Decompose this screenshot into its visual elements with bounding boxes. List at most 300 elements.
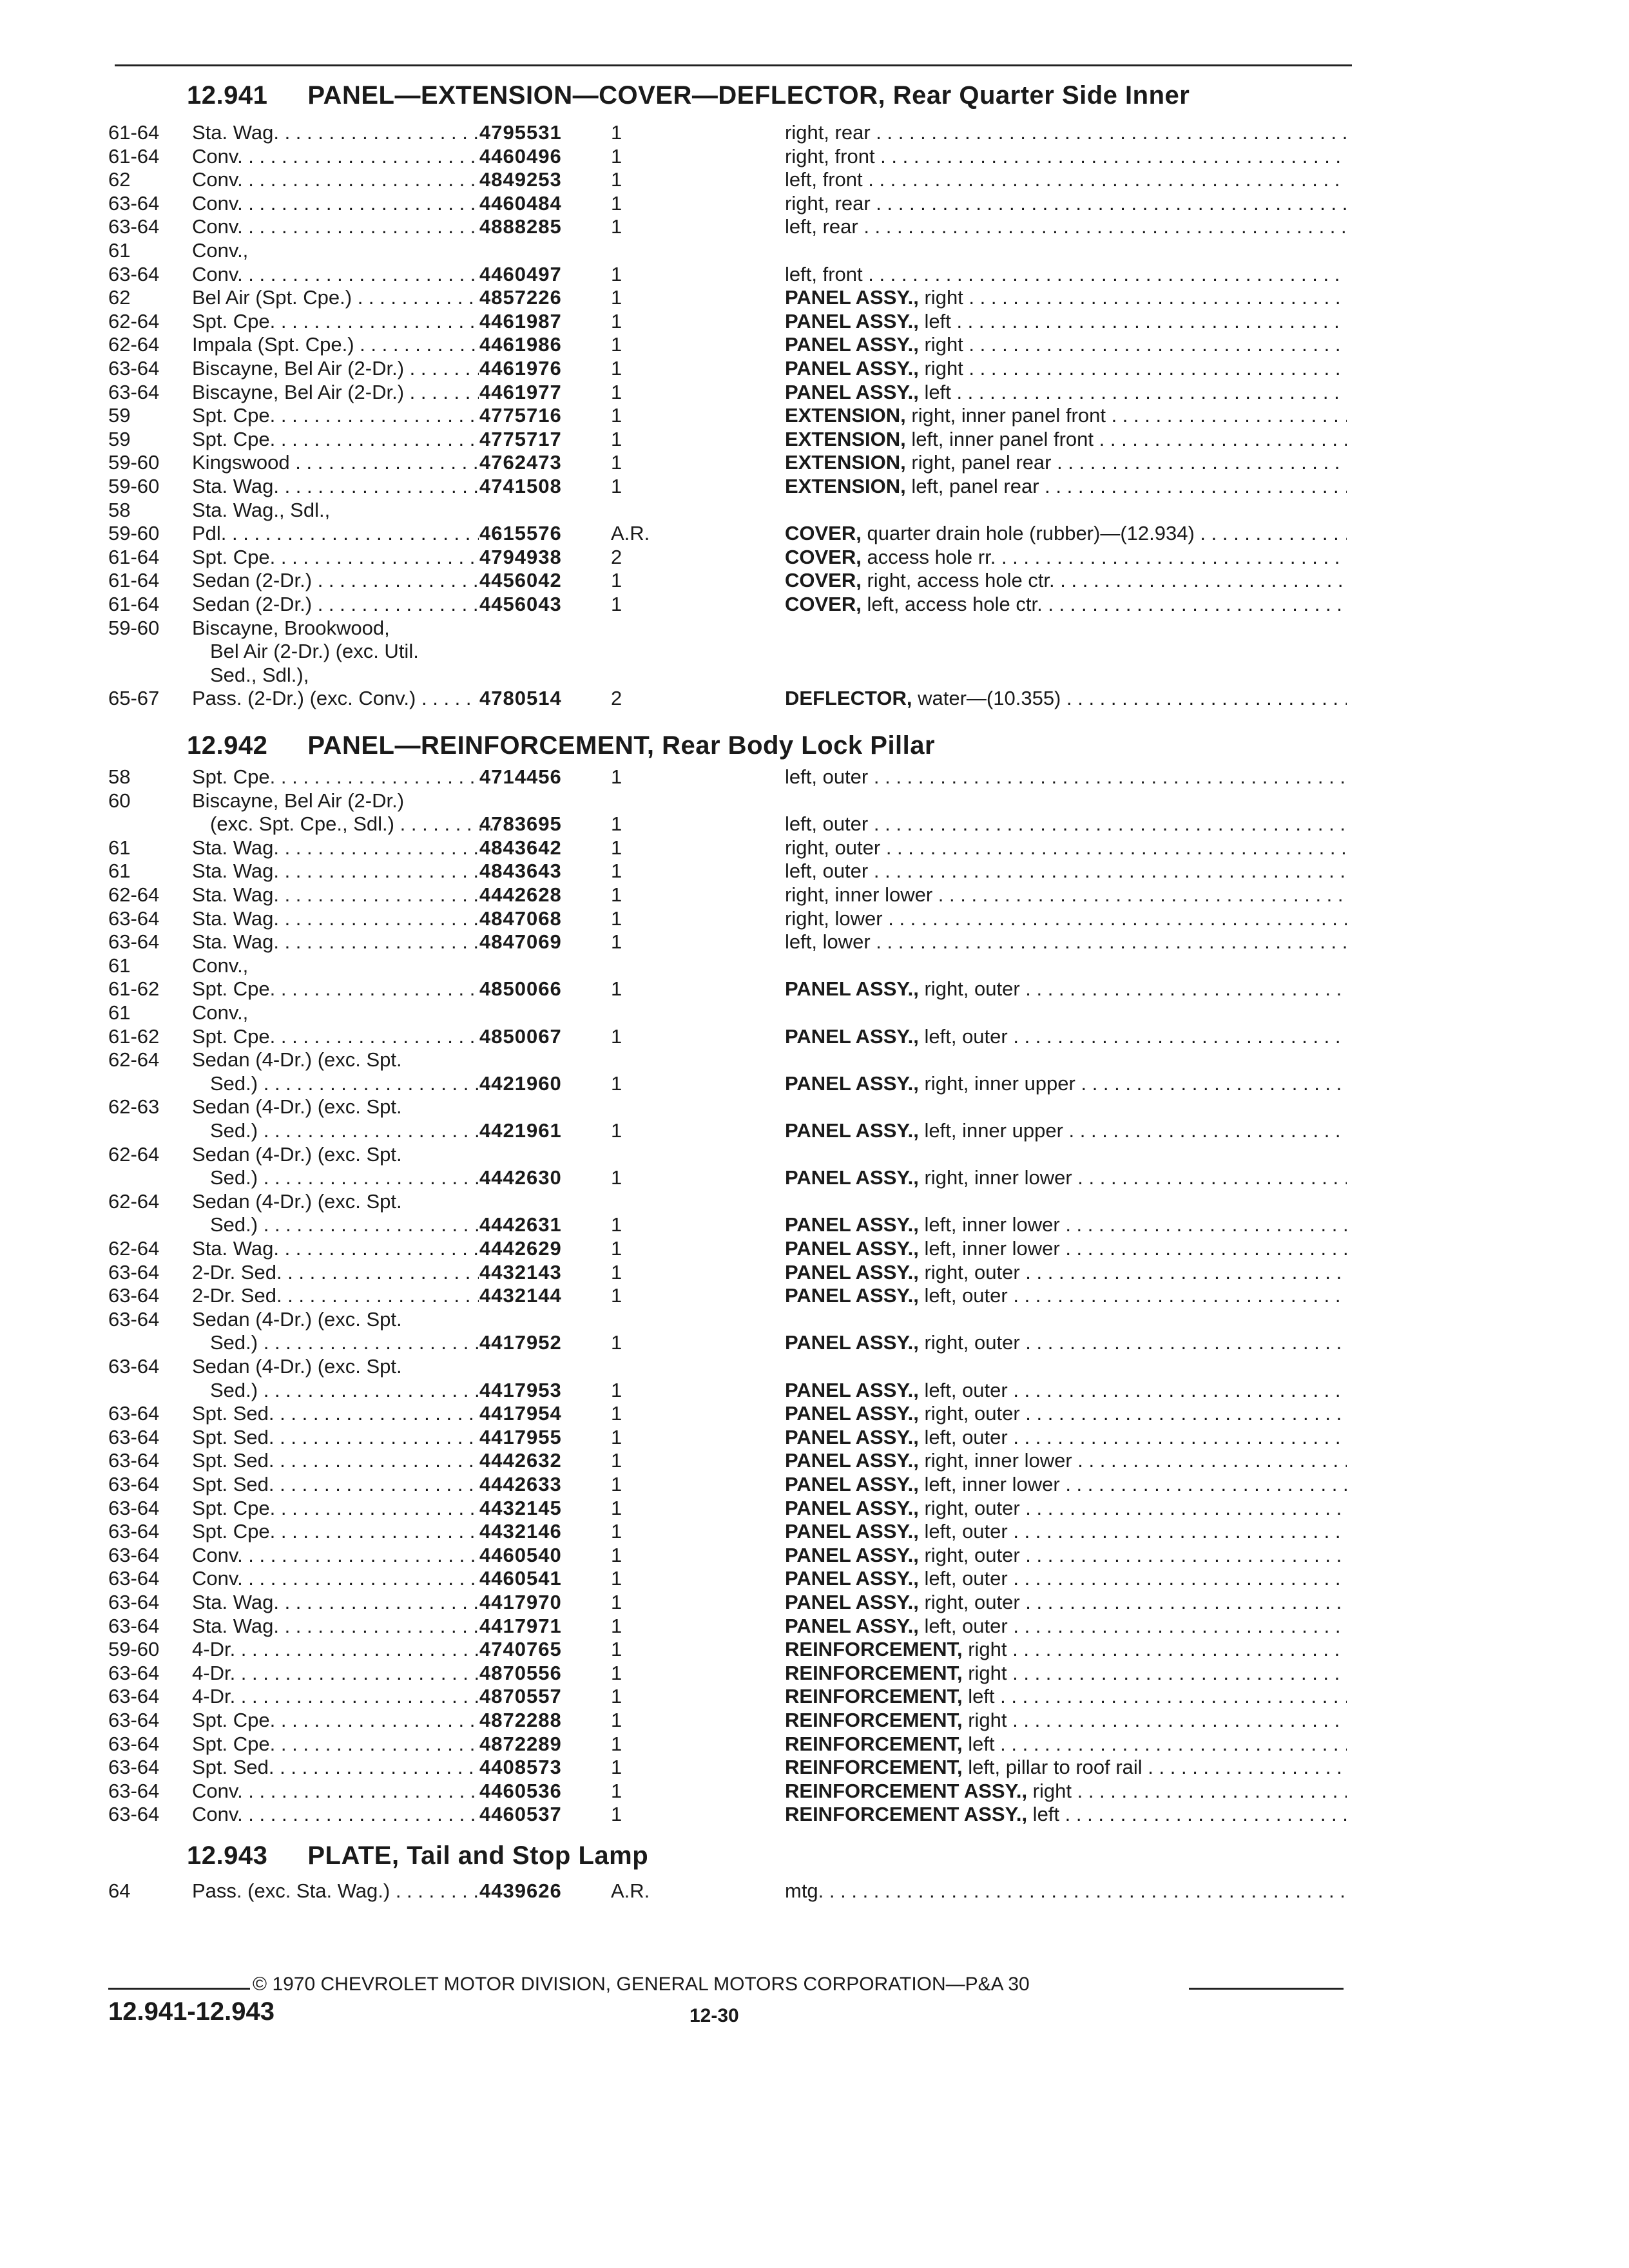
quantity: A.R. — [611, 522, 650, 544]
year-range: 63-64 — [108, 1780, 160, 1802]
part-number: 4461976 — [479, 357, 562, 380]
year-range: 62 — [108, 168, 131, 191]
part-name: REINFORCEMENT, — [785, 1662, 963, 1684]
parts-row — [0, 1756, 1629, 1779]
part-number: 4456043 — [479, 593, 562, 615]
quantity: 1 — [611, 475, 622, 497]
part-description — [785, 1780, 1347, 1803]
model-applicability: Sed.) . . . — [192, 1213, 497, 1236]
part-name: EXTENSION, — [785, 451, 906, 474]
quantity: 1 — [611, 357, 622, 380]
copyright-notice: © 1970 CHEVROLET MOTOR DIVISION, GENERAL MOTORS CORPORATION—P&A 30 — [253, 1974, 1030, 1995]
model-applicability: Conv. . . . — [192, 1567, 479, 1590]
part-detail: left, outer — [918, 1284, 1008, 1307]
year-range: 63-64 — [108, 1709, 160, 1731]
model-applicability: Conv. . . . — [192, 1803, 479, 1826]
parts-row — [0, 640, 1629, 663]
model-applicability: Sedan (2-Dr.) . . . — [192, 593, 479, 616]
section-number: 12.943 — [187, 1841, 268, 1870]
model-applicability: Biscayne, Bel Air (2-Dr.) — [192, 789, 405, 812]
part-detail: right, outer — [918, 1261, 1020, 1283]
part-detail: left, inner lower — [918, 1213, 1060, 1236]
model-applicability: 2-Dr. Sed. . . . — [192, 1284, 479, 1307]
part-detail: left, pillar to roof rail — [962, 1756, 1142, 1778]
part-detail: left — [918, 310, 951, 332]
part-description — [785, 1261, 1347, 1284]
part-number: 4417952 — [479, 1331, 562, 1354]
parts-row — [0, 1048, 1629, 1072]
part-name: PANEL ASSY., — [785, 1237, 919, 1260]
parts-row — [0, 1685, 1629, 1708]
quantity: 1 — [611, 1544, 622, 1566]
quantity: 1 — [611, 907, 622, 930]
model-applicability: Sedan (4-Dr.) (exc. Spt. — [192, 1355, 402, 1378]
part-number: 4849253 — [479, 168, 562, 191]
model-applicability: Sta. Wag. . . . — [192, 836, 479, 860]
year-range: 63-64 — [108, 381, 160, 403]
model-applicability: Sedan (4-Dr.) (exc. Spt. — [192, 1190, 402, 1213]
part-number: 4847069 — [479, 930, 562, 953]
year-range: 63-64 — [108, 1733, 160, 1755]
model-applicability: Sedan (4-Dr.) (exc. Spt. — [192, 1143, 402, 1166]
part-number: 4432144 — [479, 1284, 562, 1307]
year-range: 63-64 — [108, 1473, 160, 1495]
part-description — [785, 1879, 1347, 1903]
quantity: 1 — [611, 333, 622, 356]
year-range: 61-64 — [108, 593, 160, 615]
year-range: 59 — [108, 404, 131, 427]
quantity: 1 — [611, 1756, 622, 1778]
part-detail: left, outer — [918, 1379, 1008, 1401]
quantity: 1 — [611, 1709, 622, 1731]
year-range: 60 — [108, 789, 131, 812]
parts-row — [0, 812, 1629, 836]
year-range: 62 — [108, 286, 131, 309]
model-applicability: Conv. . . . — [192, 263, 479, 286]
parts-row — [0, 239, 1629, 262]
part-number: 4780514 — [479, 687, 562, 709]
year-range: 61 — [108, 1001, 131, 1024]
model-applicability: Spt. Cpe. . . . — [192, 1025, 479, 1048]
quantity: 1 — [611, 1237, 622, 1260]
part-name: REINFORCEMENT ASSY., — [785, 1780, 1028, 1802]
part-description — [785, 357, 1347, 380]
footer-rule-right — [1189, 1988, 1344, 1990]
part-number: 4442629 — [479, 1237, 562, 1260]
part-name: REINFORCEMENT, — [785, 1756, 963, 1778]
quantity: 1 — [611, 860, 622, 882]
quantity: 1 — [611, 765, 622, 788]
part-name: REINFORCEMENT ASSY., — [785, 1803, 1028, 1825]
part-detail: right, inner lower — [918, 1166, 1072, 1189]
model-applicability: Biscayne, Brookwood, — [192, 617, 390, 639]
year-range: 63-64 — [108, 1685, 160, 1707]
quantity: 1 — [611, 1567, 622, 1590]
quantity: 1 — [611, 428, 622, 450]
part-description — [785, 883, 1347, 907]
part-description — [785, 860, 1347, 883]
year-range: 61-64 — [108, 145, 160, 168]
part-number: 4850066 — [479, 977, 562, 1000]
part-number: 4460497 — [479, 263, 562, 285]
part-description — [785, 1733, 1347, 1756]
part-number: 4460496 — [479, 145, 562, 168]
part-description — [785, 215, 1347, 238]
parts-row — [0, 789, 1629, 812]
year-range: 59-60 — [108, 617, 160, 639]
part-name: PANEL ASSY., — [785, 1520, 919, 1542]
quantity: 2 — [611, 687, 622, 709]
part-name: PANEL ASSY., — [785, 1166, 919, 1189]
part-name: PANEL ASSY., — [785, 1426, 919, 1448]
part-name: REINFORCEMENT, — [785, 1709, 963, 1731]
part-name: REINFORCEMENT, — [785, 1733, 963, 1755]
year-range: 63-64 — [108, 1402, 160, 1425]
parts-row — [0, 1615, 1629, 1638]
parts-row — [0, 381, 1629, 404]
parts-row — [0, 930, 1629, 954]
model-applicability: Impala (Spt. Cpe.) . . . — [192, 333, 479, 356]
part-description — [785, 1072, 1347, 1095]
quantity: 1 — [611, 381, 622, 403]
part-number: 4461977 — [479, 381, 562, 403]
parts-row — [0, 907, 1629, 930]
year-range: 64 — [108, 1879, 131, 1902]
parts-row — [0, 522, 1629, 545]
model-applicability: Spt. Cpe. . . . — [192, 1520, 479, 1543]
year-range: 59-60 — [108, 475, 160, 497]
part-description — [785, 145, 1347, 168]
parts-row — [0, 860, 1629, 883]
part-name: PANEL ASSY., — [785, 1615, 919, 1637]
model-applicability: Spt. Cpe. . . . — [192, 1497, 479, 1520]
part-detail: access hole rr. — [861, 546, 996, 568]
part-number: 4439626 — [479, 1879, 562, 1902]
model-applicability: 4-Dr. . . . — [192, 1662, 479, 1685]
part-description — [785, 451, 1347, 474]
part-number: 4843642 — [479, 836, 562, 859]
quantity: 1 — [611, 977, 622, 1000]
year-range: 61-64 — [108, 546, 160, 568]
part-description — [785, 1520, 1347, 1543]
quantity: 1 — [611, 1166, 622, 1189]
model-applicability: Sta. Wag., Sdl., — [192, 499, 331, 521]
part-number: 4615576 — [479, 522, 562, 544]
part-number: 4775716 — [479, 404, 562, 427]
parts-row — [0, 1379, 1629, 1402]
part-name: COVER, — [785, 522, 862, 544]
parts-row — [0, 1072, 1629, 1095]
part-description — [785, 522, 1347, 545]
quantity: 1 — [611, 145, 622, 168]
year-range: 58 — [108, 765, 131, 788]
parts-row — [0, 1166, 1629, 1189]
part-detail: left, panel rear — [905, 475, 1039, 497]
part-name: PANEL ASSY., — [785, 1567, 919, 1590]
year-range: 65-67 — [108, 687, 160, 709]
part-description — [785, 404, 1347, 427]
year-range: 63-64 — [108, 1308, 160, 1331]
quantity: 1 — [611, 404, 622, 427]
part-number: 4417954 — [479, 1402, 562, 1425]
part-number: 4857226 — [479, 286, 562, 309]
part-number: 4417970 — [479, 1591, 562, 1613]
quantity: 1 — [611, 1284, 622, 1307]
parts-row — [0, 1426, 1629, 1449]
part-number: 4461987 — [479, 310, 562, 332]
part-number: 4850067 — [479, 1025, 562, 1048]
part-description — [785, 1473, 1347, 1496]
parts-row — [0, 499, 1629, 522]
part-detail: right — [962, 1638, 1007, 1660]
parts-row — [0, 333, 1629, 356]
part-description — [785, 1756, 1347, 1779]
part-number: 4421961 — [479, 1119, 562, 1142]
part-description — [785, 428, 1347, 451]
part-detail: left — [918, 381, 951, 403]
quantity: 1 — [611, 1615, 622, 1637]
year-range: 59-60 — [108, 522, 160, 544]
part-detail: left, outer — [918, 1426, 1008, 1448]
model-applicability: Sedan (4-Dr.) (exc. Spt. — [192, 1308, 402, 1331]
part-number: 4740765 — [479, 1638, 562, 1660]
part-name: PANEL ASSY., — [785, 1213, 919, 1236]
part-name: PANEL ASSY., — [785, 1473, 919, 1495]
model-applicability: Sedan (4-Dr.) (exc. Spt. — [192, 1048, 402, 1071]
part-description — [785, 1166, 1347, 1189]
year-range: 63-64 — [108, 1284, 160, 1307]
part-name: EXTENSION, — [785, 475, 906, 497]
quantity: 1 — [611, 1426, 622, 1448]
part-description — [785, 977, 1347, 1001]
part-description — [785, 1331, 1347, 1354]
model-applicability: Sta. Wag. . . . — [192, 1237, 479, 1260]
quantity: 1 — [611, 1072, 622, 1095]
parts-row — [0, 765, 1629, 789]
part-detail: left, outer — [918, 1520, 1008, 1542]
part-detail: right, front — [785, 145, 875, 168]
part-number: 4775717 — [479, 428, 562, 450]
quantity: 1 — [611, 451, 622, 474]
part-description — [785, 1803, 1347, 1826]
part-description — [785, 1025, 1347, 1048]
year-range: 63-64 — [108, 1803, 160, 1825]
part-description — [785, 192, 1347, 215]
parts-row — [0, 1284, 1629, 1307]
model-applicability: 2-Dr. Sed. . . . — [192, 1261, 479, 1284]
parts-row — [0, 977, 1629, 1001]
parts-row — [0, 428, 1629, 451]
section-heading — [187, 82, 1190, 108]
model-applicability: Sedan (4-Dr.) (exc. Spt. — [192, 1095, 402, 1118]
section-number: 12.941 — [187, 81, 268, 110]
part-description — [785, 1591, 1347, 1614]
part-number: 4872288 — [479, 1709, 562, 1731]
parts-row — [0, 664, 1629, 687]
part-description — [785, 836, 1347, 860]
part-number: 4417953 — [479, 1379, 562, 1401]
part-name: PANEL ASSY., — [785, 310, 919, 332]
year-range: 63-64 — [108, 263, 160, 285]
model-applicability: Pass. (2-Dr.) (exc. Conv.) . . . — [192, 687, 479, 710]
part-name: COVER, — [785, 593, 862, 615]
part-number: 4872289 — [479, 1733, 562, 1755]
part-number: 4442628 — [479, 883, 562, 906]
parts-row — [0, 1308, 1629, 1331]
parts-row — [0, 1355, 1629, 1378]
parts-row — [0, 286, 1629, 309]
part-detail: right, inner lower — [785, 883, 933, 906]
part-detail: right, lower — [785, 907, 883, 930]
model-applicability: (exc. Spt. Cpe., Sdl.) . . . — [192, 812, 497, 836]
quantity: 1 — [611, 1213, 622, 1236]
part-description — [785, 1662, 1347, 1685]
model-applicability: Conv., — [192, 954, 249, 977]
year-range: 63-64 — [108, 1426, 160, 1448]
model-applicability: Sta. Wag. . . . — [192, 1591, 479, 1614]
part-detail: left, outer — [785, 765, 869, 788]
quantity: 1 — [611, 1261, 622, 1283]
model-applicability: Spt. Sed. . . . — [192, 1756, 479, 1779]
year-range: 63-64 — [108, 1544, 160, 1566]
quantity: 1 — [611, 1025, 622, 1048]
parts-row — [0, 1520, 1629, 1543]
part-description — [785, 1379, 1347, 1402]
model-applicability: Spt. Cpe. . . . — [192, 404, 479, 427]
year-range: 63-64 — [108, 1497, 160, 1519]
part-number: 4442632 — [479, 1449, 562, 1472]
parts-row — [0, 215, 1629, 238]
part-number: 4714456 — [479, 765, 562, 788]
year-range: 63-64 — [108, 907, 160, 930]
model-applicability: Bel Air (2-Dr.) (exc. Util. — [210, 640, 419, 662]
part-detail: left, lower — [785, 930, 871, 953]
parts-row — [0, 1331, 1629, 1354]
quantity: 1 — [611, 1473, 622, 1495]
year-range: 58 — [108, 499, 131, 521]
year-range: 61-62 — [108, 1025, 160, 1048]
part-detail: left, access hole ctr. — [861, 593, 1043, 615]
model-applicability: Conv. . . . — [192, 1780, 479, 1803]
model-applicability: Sed.) . . . — [192, 1072, 497, 1095]
parts-row — [0, 1879, 1629, 1903]
part-number: 4408573 — [479, 1756, 562, 1778]
part-detail: left — [962, 1685, 995, 1707]
parts-row — [0, 1803, 1629, 1826]
year-range: 61 — [108, 954, 131, 977]
section-heading — [187, 733, 935, 758]
parts-row — [0, 1544, 1629, 1567]
model-applicability: Sed.) . . . — [192, 1331, 497, 1354]
part-number: 4783695 — [479, 812, 562, 835]
part-detail: left, front — [785, 168, 863, 191]
part-name: PANEL ASSY., — [785, 1402, 919, 1425]
part-detail: left, inner upper — [918, 1119, 1063, 1142]
part-name: PANEL ASSY., — [785, 381, 919, 403]
year-range: 63-64 — [108, 1591, 160, 1613]
quantity: 1 — [611, 1497, 622, 1519]
quantity: 1 — [611, 1780, 622, 1802]
parts-row — [0, 145, 1629, 168]
parts-row — [0, 617, 1629, 640]
part-name: PANEL ASSY., — [785, 1544, 919, 1566]
section-title: PANEL—REINFORCEMENT, Rear Body Lock Pillar — [307, 731, 936, 760]
parts-row — [0, 1591, 1629, 1614]
part-description — [785, 546, 1347, 569]
quantity: 1 — [611, 286, 622, 309]
part-number: 4460484 — [479, 192, 562, 215]
year-range: 62-64 — [108, 333, 160, 356]
model-applicability: Kingswood . . . — [192, 451, 479, 474]
parts-row — [0, 836, 1629, 860]
part-detail: right, outer — [918, 1591, 1020, 1613]
year-range: 61 — [108, 860, 131, 882]
part-detail: left, outer — [785, 812, 869, 835]
model-applicability: Sed., Sdl.), — [210, 664, 309, 686]
part-description — [785, 687, 1347, 710]
part-name: COVER, — [785, 546, 862, 568]
year-range: 63-64 — [108, 1567, 160, 1590]
year-range: 59-60 — [108, 451, 160, 474]
part-detail: left, inner lower — [918, 1473, 1060, 1495]
part-description — [785, 121, 1347, 144]
part-description — [785, 263, 1347, 286]
part-number: 4460537 — [479, 1803, 562, 1825]
model-applicability: Spt. Cpe. . . . — [192, 1733, 479, 1756]
year-range: 61-64 — [108, 121, 160, 144]
parts-row — [0, 192, 1629, 215]
parts-row — [0, 1237, 1629, 1260]
part-description — [785, 1213, 1347, 1236]
model-applicability: 4-Dr. . . . — [192, 1685, 479, 1708]
part-name: REINFORCEMENT, — [785, 1638, 963, 1660]
model-applicability: Sedan (2-Dr.) . . . — [192, 569, 479, 592]
part-number: 4794938 — [479, 546, 562, 568]
parts-row — [0, 1662, 1629, 1685]
year-range: 62-64 — [108, 1237, 160, 1260]
quantity: 1 — [611, 1638, 622, 1660]
model-applicability: Spt. Cpe. . . . — [192, 977, 479, 1001]
part-detail: right — [962, 1662, 1007, 1684]
part-name: PANEL ASSY., — [785, 1119, 919, 1142]
year-range: 62-63 — [108, 1095, 160, 1118]
quantity: 2 — [611, 546, 622, 568]
model-applicability: Spt. Cpe. . . . — [192, 428, 479, 451]
parts-row — [0, 1143, 1629, 1166]
model-applicability: Sta. Wag. . . . — [192, 930, 479, 954]
part-description — [785, 168, 1347, 191]
part-detail: left — [1027, 1803, 1060, 1825]
part-number: 4442631 — [479, 1213, 562, 1236]
parts-row — [0, 883, 1629, 907]
parts-row — [0, 1095, 1629, 1119]
parts-row — [0, 569, 1629, 592]
parts-row — [0, 1190, 1629, 1213]
part-detail: right, outer — [918, 1402, 1020, 1425]
section-heading — [187, 1843, 648, 1869]
part-description — [785, 593, 1347, 616]
section-title: PANEL—EXTENSION—COVER—DEFLECTOR, Rear Quarter Side Inner — [307, 81, 1190, 110]
quantity: A.R. — [611, 1879, 650, 1902]
section-number: 12.942 — [187, 731, 268, 760]
part-name: PANEL ASSY., — [785, 1331, 919, 1354]
quantity: 1 — [611, 168, 622, 191]
year-range: 63-64 — [108, 1756, 160, 1778]
part-description — [785, 1449, 1347, 1472]
parts-row — [0, 1261, 1629, 1284]
parts-row — [0, 1119, 1629, 1142]
part-number: 4843643 — [479, 860, 562, 882]
